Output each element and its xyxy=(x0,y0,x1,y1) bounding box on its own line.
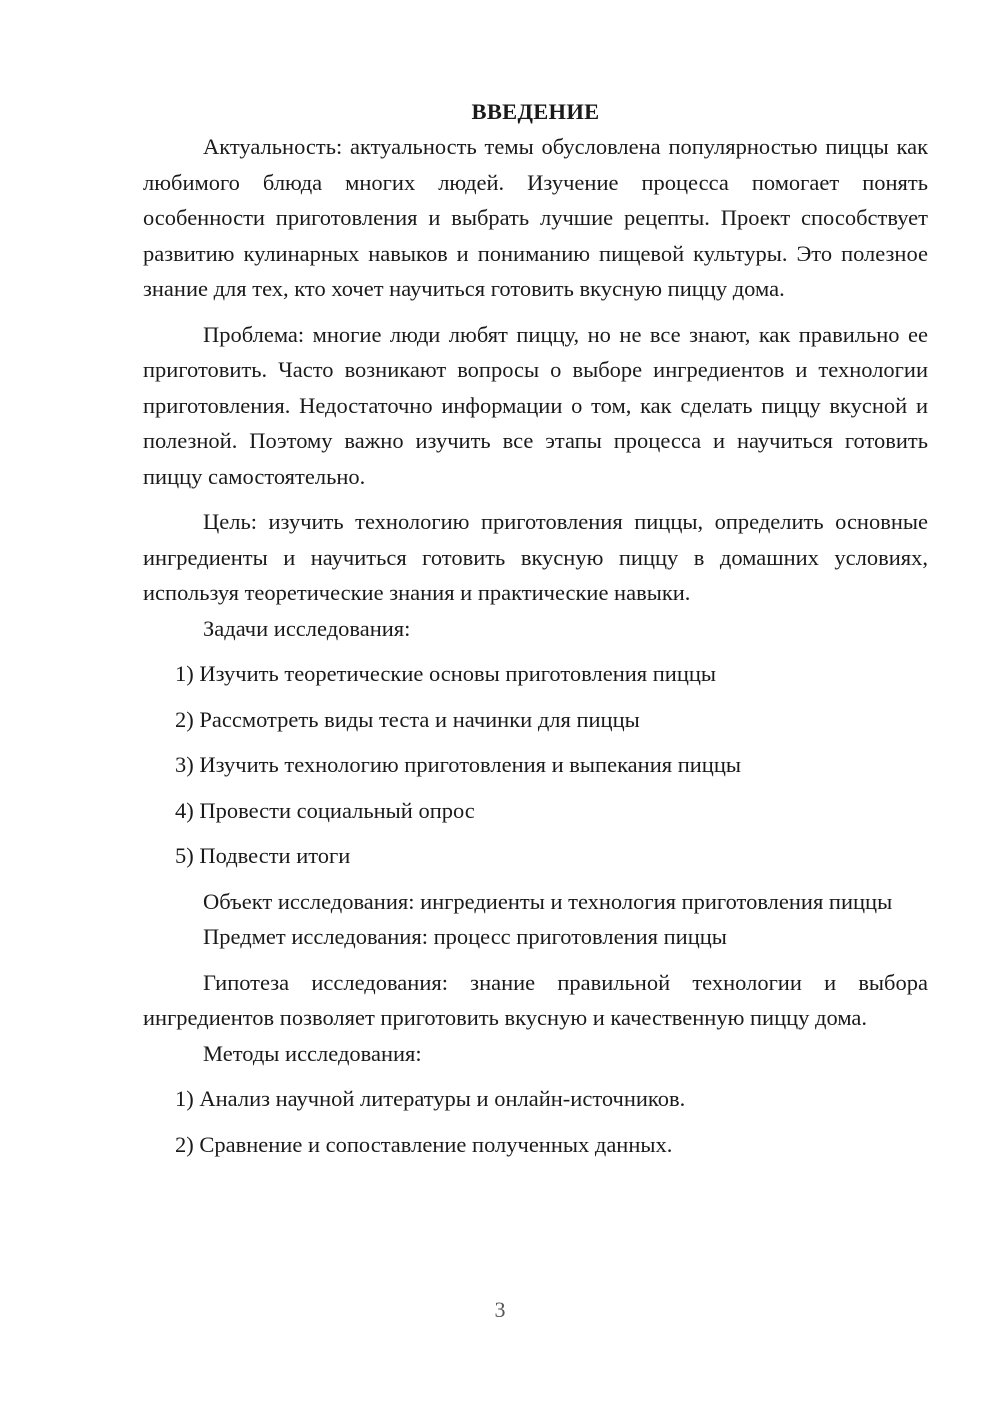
list-item: 2) Сравнение и сопоставление полученных данных. xyxy=(175,1131,673,1157)
relevance-paragraph: Актуальность: актуальность темы обусловлена популярностью пиццы как любимого блюда многих людей. Изучение процесса помогает понять особенности приготовления и выбрать лучшие рецепты. Проект способствует развитию кулинарных навыков и пониманию пищевой культуры. Это полезное знание для тех, кто хочет научиться готовить вкусную пиццу дома. xyxy=(143,134,928,301)
list-item: 1) Анализ научной литературы и онлайн-источников. xyxy=(175,1086,686,1111)
list-item: 1) Изучить теоретические основы приготовления пиццы xyxy=(175,661,717,686)
list-item: 5) Подвести итоги xyxy=(175,843,351,868)
goal-paragraph: Цель: изучить технологию приготовления пиццы, определить основные ингредиенты и научиться готовить вкусную пиццу в домашних условиях, используя теоретические знания и практические навыки. xyxy=(143,509,928,605)
hypothesis-paragraph: Гипотеза исследования: знание правильной технологии и выбора ингредиентов позволяет приготовить вкусную и качественную пиццу дома. xyxy=(143,969,928,1030)
problem-paragraph: Проблема: многие люди любят пиццу, но не все знают, как правильно ее приготовить. Часто возникают вопросы о выборе ингредиентов и технологии приготовления. Недостаточно информации о том, как сделать пиццу вкусной и полезной. Поэтому важно изучить все этапы процесса и научиться готовить пиццу самостоятельно. xyxy=(143,321,928,489)
object-paragraph: Объект исследования: ингредиенты и технология приготовления пиццы xyxy=(203,888,893,914)
tasks-heading: Задачи исследования: xyxy=(203,615,411,641)
list-item: 2) Рассмотреть виды теста и начинки для пиццы xyxy=(175,706,640,732)
methods-heading: Методы исследования: xyxy=(203,1040,422,1066)
document-page xyxy=(143,94,928,1162)
list-item: 4) Провести социальный опрос xyxy=(175,797,475,823)
subject-paragraph: Предмет исследования: процесс приготовления пиццы xyxy=(203,924,727,949)
page-number: 3 xyxy=(494,1297,506,1322)
list-item: 3) Изучить технологию приготовления и выпекания пиццы xyxy=(175,752,741,777)
section-title: ВВЕДЕНИЕ xyxy=(471,99,600,124)
methods-list xyxy=(143,1081,928,1162)
tasks-list xyxy=(143,656,928,874)
